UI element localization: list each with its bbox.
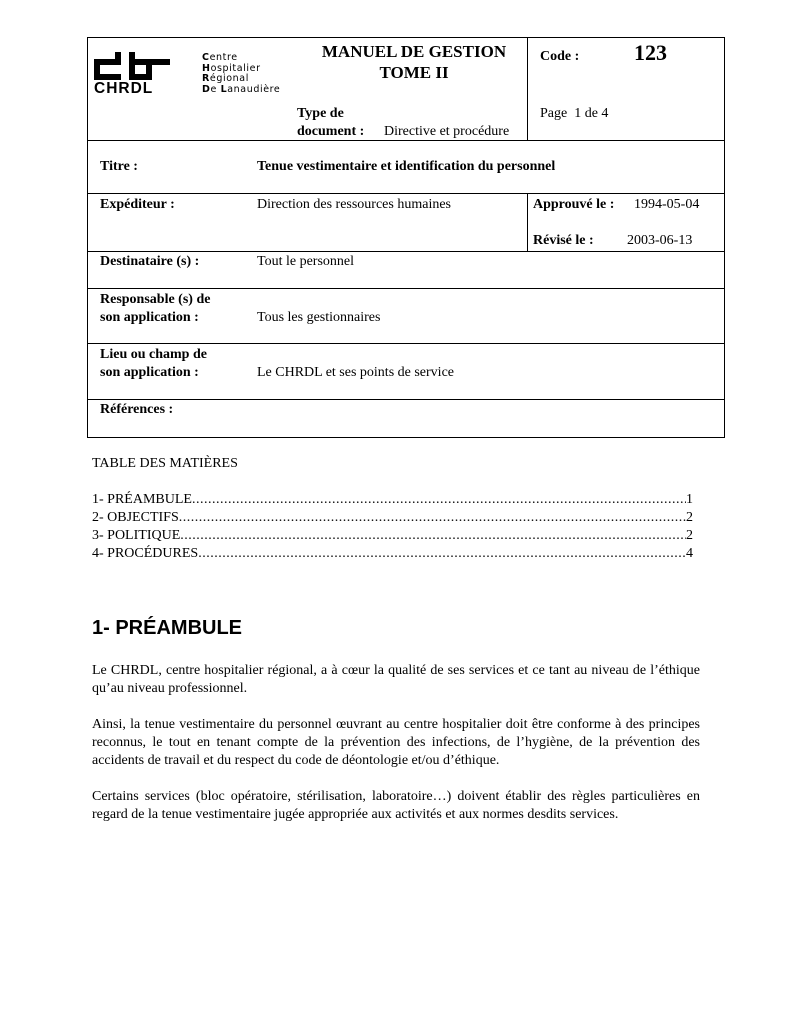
toc-entry-label: 4- PROCÉDURES — [92, 546, 199, 561]
toc-entry[interactable] — [92, 492, 693, 510]
lieu-label: Lieu ou champ de son application : — [100, 347, 207, 380]
toc-entry[interactable] — [92, 528, 693, 546]
lieu-value: Le CHRDL et ses points de service — [257, 365, 454, 380]
table-rule — [87, 193, 724, 194]
toc-entry-label: 2- OBJECTIFS — [92, 510, 179, 525]
table-rule — [87, 288, 724, 289]
destinataire-value: Tout le personnel — [257, 254, 354, 269]
revise-value: 2003-06-13 — [627, 233, 693, 248]
responsable-label: Responsable (s) de son application : — [100, 292, 211, 325]
paragraph: Le CHRDL, centre hospitalier régional, a à cœur la qualité de ses services et ce tant au niveau de l’éthique qu’au niveau professionnel. — [92, 663, 700, 696]
toc-leader — [198, 546, 686, 562]
toc-entry[interactable] — [92, 510, 693, 528]
toc-entry-page: 4 — [686, 546, 693, 561]
titre-value: Tenue vestimentaire et identification du personnel — [257, 159, 556, 174]
logo-abbreviation: CHRDL — [94, 80, 154, 97]
expediteur-value: Direction des ressources humaines — [257, 197, 451, 212]
toc-leader — [179, 510, 686, 526]
paragraph: Ainsi, la tenue vestimentaire du personnel œuvrant au centre hospitalier doit être conforme à des principes reconnus, le tout en tenant compte de la prévention des infections, de l’hygiène, de la prévention des accidents de travail et du respect du code de déontologie et/ou d’éthique. — [92, 717, 700, 768]
toc-title: TABLE DES MATIÈRES — [92, 456, 238, 471]
toc-leader — [180, 528, 686, 544]
approuve-label: Approuvé le : — [533, 197, 615, 212]
table-border-left — [87, 37, 88, 438]
references-label: Références : — [100, 402, 174, 417]
approuve-value: 1994-05-04 — [634, 197, 700, 212]
page-info: Page 1 de 4 — [540, 106, 609, 121]
responsable-value: Tous les gestionnaires — [257, 310, 381, 325]
expediteur-label: Expéditeur : — [100, 197, 175, 212]
section-heading: 1- PRÉAMBULE — [92, 617, 243, 639]
table-rule — [87, 343, 724, 344]
toc-entry-page: 1 — [686, 492, 693, 507]
toc-leader — [192, 492, 686, 508]
table-border-bottom — [87, 437, 725, 438]
toc-entry-page: 2 — [686, 510, 693, 525]
toc-entry-label: 1- PRÉAMBULE — [92, 492, 192, 507]
toc-entry-label: 3- POLITIQUE — [92, 528, 181, 543]
logo-name: Centre Hospitalier Régional De Lanaudière — [202, 52, 281, 95]
doc-type-label: Type de document : — [297, 106, 365, 139]
code-value: 123 — [634, 40, 667, 65]
chrdl-logo — [94, 52, 319, 98]
chrdl-emblem-icon — [94, 52, 171, 80]
revise-label: Révisé le : — [533, 233, 594, 248]
doc-type-value: Directive et procédure — [384, 124, 510, 139]
table-rule — [87, 251, 724, 252]
table-rule — [87, 399, 724, 400]
toc-entry-page: 2 — [686, 528, 693, 543]
paragraph: Certains services (bloc opératoire, stérilisation, laboratoire…) doivent établir des règles particulières en regard de la tenue vestimentaire jugée appropriée aux activités et aux normes desdits services. — [92, 789, 700, 822]
titre-label: Titre : — [100, 159, 138, 174]
table-border-right — [724, 37, 725, 438]
table-rule-vertical — [527, 193, 528, 251]
destinataire-label: Destinataire (s) : — [100, 254, 200, 269]
code-label: Code : — [540, 49, 580, 64]
table-border-top — [87, 37, 724, 38]
manual-title: MANUEL DE GESTION TOME II — [321, 42, 507, 82]
toc-entry[interactable] — [92, 546, 693, 564]
